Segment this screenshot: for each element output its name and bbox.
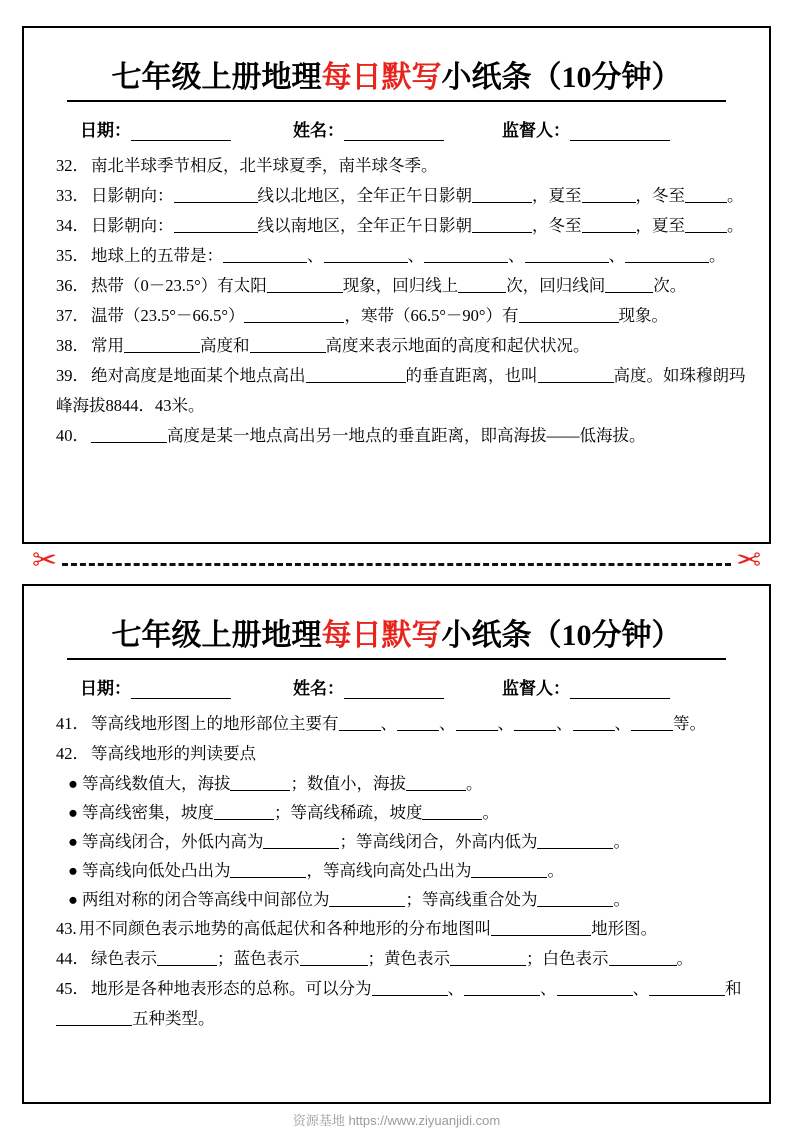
answer-blank[interactable] (514, 716, 556, 731)
question-number: 34． (56, 216, 89, 235)
question-text: 、 (380, 714, 397, 733)
question-text: 高度和 (200, 336, 250, 355)
date-field[interactable] (80, 116, 231, 141)
question-text: 南北半球季节相反，北半球夏季，南半球冬季。 (91, 156, 438, 175)
answer-blank[interactable] (458, 278, 506, 293)
answer-blank[interactable] (519, 308, 619, 323)
question-number: 41． (56, 714, 89, 733)
answer-blank[interactable] (157, 951, 217, 966)
bullet-text: ，等高线向高处凸出为 (306, 861, 472, 880)
page-title-top (46, 52, 747, 96)
answer-blank[interactable] (329, 892, 405, 907)
question-number: 38． (56, 336, 89, 355)
question-text: 、 (307, 246, 324, 265)
bullet-text: 两组对称的闭合等高线中间部位为 (81, 890, 330, 909)
bullet-text: 。 (465, 774, 483, 793)
answer-blank[interactable] (230, 776, 290, 791)
question-text: 高度来表示地面的高度和起伏状况。 (325, 336, 590, 355)
answer-blank[interactable] (174, 218, 258, 233)
name-blank[interactable] (344, 125, 444, 141)
question-text: 、 (632, 979, 649, 998)
question-text: 五种类型。 (132, 1009, 215, 1028)
question-number: 37． (56, 306, 89, 325)
question-text: 现象，回归线上 (342, 276, 459, 295)
answer-blank[interactable] (300, 951, 368, 966)
answer-blank[interactable] (230, 863, 306, 878)
question-text: 现象。 (618, 306, 669, 325)
answer-blank[interactable] (538, 368, 614, 383)
answer-blank[interactable] (372, 981, 448, 996)
supervisor-field[interactable] (502, 116, 670, 141)
supervisor-blank[interactable] (570, 125, 670, 141)
question-number: 44． (56, 949, 89, 968)
question-text: 绝对高度是地面某个地点高出 (91, 366, 306, 385)
question-text: 、 (508, 246, 525, 265)
supervisor-field[interactable] (502, 674, 670, 699)
title-suffix: 小纸条（10分钟） (441, 619, 682, 652)
answer-blank[interactable] (537, 834, 613, 849)
answer-blank[interactable] (625, 248, 709, 263)
answer-blank[interactable] (472, 188, 532, 203)
question-item-continued (46, 1004, 747, 1034)
supervisor-label: 监督人： (502, 121, 570, 140)
title-prefix: 七年级上册地理 (111, 61, 322, 94)
bullet-text: ；等高线闭合，外高内低为 (339, 832, 538, 851)
question-text: 。 (727, 216, 744, 235)
answer-blank[interactable] (491, 921, 591, 936)
question-item (46, 271, 747, 301)
question-text: 的垂直距离，也叫 (405, 366, 538, 385)
question-item (46, 301, 747, 331)
answer-blank[interactable] (471, 863, 547, 878)
question-text: 热带（0－23.5°）有太阳 (91, 276, 267, 295)
question-item (46, 181, 747, 211)
scissors-icon: ✂ (735, 544, 761, 577)
question-item (46, 241, 747, 271)
answer-blank[interactable] (223, 248, 307, 263)
answer-blank[interactable] (263, 834, 339, 849)
name-label: 姓名： (293, 679, 344, 698)
question-text: 、 (608, 246, 625, 265)
answer-blank[interactable] (649, 981, 725, 996)
bullet-text: 等高线数值大，海拔 (81, 774, 231, 793)
question-text: 高度。如珠穆朗玛峰海拔8844．43米。 (56, 366, 746, 415)
info-row-top (46, 116, 747, 141)
question-text: 地球上的五带是： (91, 246, 223, 265)
worksheet-card-bottom (22, 584, 771, 1104)
question-text: 次。 (653, 276, 687, 295)
answer-blank[interactable] (557, 981, 633, 996)
bullet-item (46, 798, 747, 827)
title-suffix: 小纸条（10分钟） (441, 61, 682, 94)
question-item (46, 739, 747, 769)
question-number: 35． (56, 246, 89, 265)
watermark-footer: 资源基地 https://www.ziyuanjidi.com (292, 1113, 501, 1128)
question-text: 高度是某一地点高出另一地点的垂直距离，即高海拔——低海拔。 (167, 426, 646, 445)
name-blank[interactable] (344, 683, 444, 699)
bullet-text: 等高线向低处凸出为 (81, 861, 231, 880)
question-text: 日影朝向： (91, 216, 174, 235)
answer-blank[interactable] (464, 981, 540, 996)
bullet-text: 。 (613, 832, 630, 851)
bullet-text: 等高线密集，坡度 (81, 803, 214, 822)
bullet-icon: ● (68, 774, 78, 793)
bullet-icon: ● (68, 803, 78, 822)
answer-blank[interactable] (456, 716, 498, 731)
scissors-icon: ✂ (32, 544, 58, 577)
answer-blank[interactable] (424, 248, 508, 263)
answer-blank[interactable] (450, 951, 526, 966)
answer-blank[interactable] (250, 338, 326, 353)
answer-blank[interactable] (537, 892, 613, 907)
answer-blank[interactable] (582, 188, 636, 203)
bullet-item (46, 827, 747, 856)
question-item (46, 709, 747, 739)
answer-blank[interactable] (422, 805, 482, 820)
bullet-item (46, 769, 747, 798)
answer-blank[interactable] (174, 188, 258, 203)
question-number: 39． (56, 366, 89, 385)
question-number: 36． (56, 276, 89, 295)
question-text: ，冬至 (532, 216, 582, 235)
answer-blank[interactable] (267, 278, 343, 293)
question-text: 常用 (91, 336, 124, 355)
bullet-item (46, 885, 747, 914)
question-number: 45． (56, 979, 89, 998)
answer-blank[interactable] (472, 218, 532, 233)
title-rule (67, 658, 726, 660)
answer-blank[interactable] (124, 338, 200, 353)
date-label: 日期： (80, 679, 131, 698)
question-item (46, 421, 747, 451)
page-title-bottom (46, 610, 747, 654)
question-item (46, 331, 747, 361)
answer-blank[interactable] (397, 716, 439, 731)
question-text: ；黄色表示 (367, 949, 450, 968)
bullet-text: ；等高线重合处为 (405, 890, 538, 909)
answer-blank[interactable] (244, 308, 344, 323)
question-text: 和 (725, 979, 742, 998)
question-item (46, 974, 747, 1004)
question-text: 次，回归线间 (506, 276, 606, 295)
question-text: 。 (727, 186, 744, 205)
question-text: 。 (676, 949, 693, 968)
bullet-text: ；等高线稀疏，坡度 (273, 803, 423, 822)
question-text: 、 (439, 714, 456, 733)
answer-blank[interactable] (573, 716, 615, 731)
question-text: ；蓝色表示 (217, 949, 300, 968)
answer-blank[interactable] (306, 368, 406, 383)
bullet-text: 。 (547, 861, 564, 880)
bullet-text: 等高线闭合，外低内高为 (81, 832, 264, 851)
question-item (46, 914, 747, 944)
question-number: 32． (56, 156, 89, 175)
question-text: 、 (556, 714, 573, 733)
title-highlight: 每日默写 (321, 61, 442, 94)
answer-blank[interactable] (339, 716, 381, 731)
worksheet-card-top (22, 26, 771, 544)
question-item (46, 944, 747, 974)
question-text: 、 (447, 979, 464, 998)
question-text: 用不同颜色表示地势的高低起伏和各种地形的分布地图叫 (78, 919, 492, 938)
bullet-icon: ● (68, 861, 78, 880)
question-text: 温带（23.5°－66.5°） (91, 306, 245, 325)
answer-blank[interactable] (324, 248, 408, 263)
question-text: 线以北地区，全年正午日影朝 (257, 186, 472, 205)
dashed-line (62, 563, 731, 566)
date-field[interactable] (80, 674, 231, 699)
date-blank[interactable] (131, 683, 231, 699)
question-text: ；白色表示 (526, 949, 609, 968)
question-text: 、 (407, 246, 424, 265)
bullet-icon: ● (68, 832, 78, 851)
question-number: 33． (56, 186, 89, 205)
title-rule (67, 100, 726, 102)
answer-blank[interactable] (609, 951, 677, 966)
question-text: 、 (497, 714, 514, 733)
answer-blank[interactable] (685, 188, 727, 203)
answer-blank[interactable] (631, 716, 673, 731)
name-field[interactable] (293, 116, 444, 141)
question-item (46, 211, 747, 241)
question-text: 线以南地区，全年正午日影朝 (257, 216, 472, 235)
supervisor-label: 监督人： (502, 679, 570, 698)
question-text: ，夏至 (532, 186, 582, 205)
bullet-text: 。 (613, 890, 630, 909)
bullet-text: 。 (482, 803, 499, 822)
answer-blank[interactable] (56, 1011, 132, 1026)
question-text: 等高线地形的判读要点 (91, 744, 256, 763)
question-item (46, 361, 747, 421)
title-highlight: 每日默写 (321, 619, 442, 652)
bullet-icon: ● (68, 890, 78, 909)
cut-divider (22, 544, 771, 584)
question-number: 43. (56, 919, 77, 938)
question-text: 。 (709, 246, 726, 265)
question-text: ，寒带（66.5°－90°）有 (344, 306, 519, 325)
answer-blank[interactable] (406, 776, 466, 791)
question-text: 、 (614, 714, 631, 733)
bullet-text: ；数值小，海拔 (290, 774, 406, 793)
question-text: 等。 (673, 714, 706, 733)
answer-blank[interactable] (91, 428, 167, 443)
question-text: 日影朝向： (91, 186, 174, 205)
date-label: 日期： (80, 121, 131, 140)
name-field[interactable] (293, 674, 444, 699)
question-text: 地形图。 (591, 919, 658, 938)
answer-blank[interactable] (605, 278, 653, 293)
name-label: 姓名： (293, 121, 344, 140)
date-blank[interactable] (131, 125, 231, 141)
answer-blank[interactable] (685, 218, 727, 233)
bullet-item (46, 856, 747, 885)
question-number: 40． (56, 426, 89, 445)
question-text: 等高线地形图上的地形部位主要有 (91, 714, 339, 733)
question-text: ，夏至 (635, 216, 685, 235)
answer-blank[interactable] (525, 248, 609, 263)
answer-blank[interactable] (582, 218, 636, 233)
question-text: ，冬至 (635, 186, 685, 205)
info-row-bottom (46, 674, 747, 699)
question-number: 42． (56, 744, 89, 763)
question-text: 绿色表示 (91, 949, 157, 968)
title-prefix: 七年级上册地理 (111, 619, 322, 652)
question-text: 地形是各种地表形态的总称。可以分为 (91, 979, 372, 998)
supervisor-blank[interactable] (570, 683, 670, 699)
question-item (46, 151, 747, 181)
answer-blank[interactable] (214, 805, 274, 820)
question-text: 、 (540, 979, 557, 998)
